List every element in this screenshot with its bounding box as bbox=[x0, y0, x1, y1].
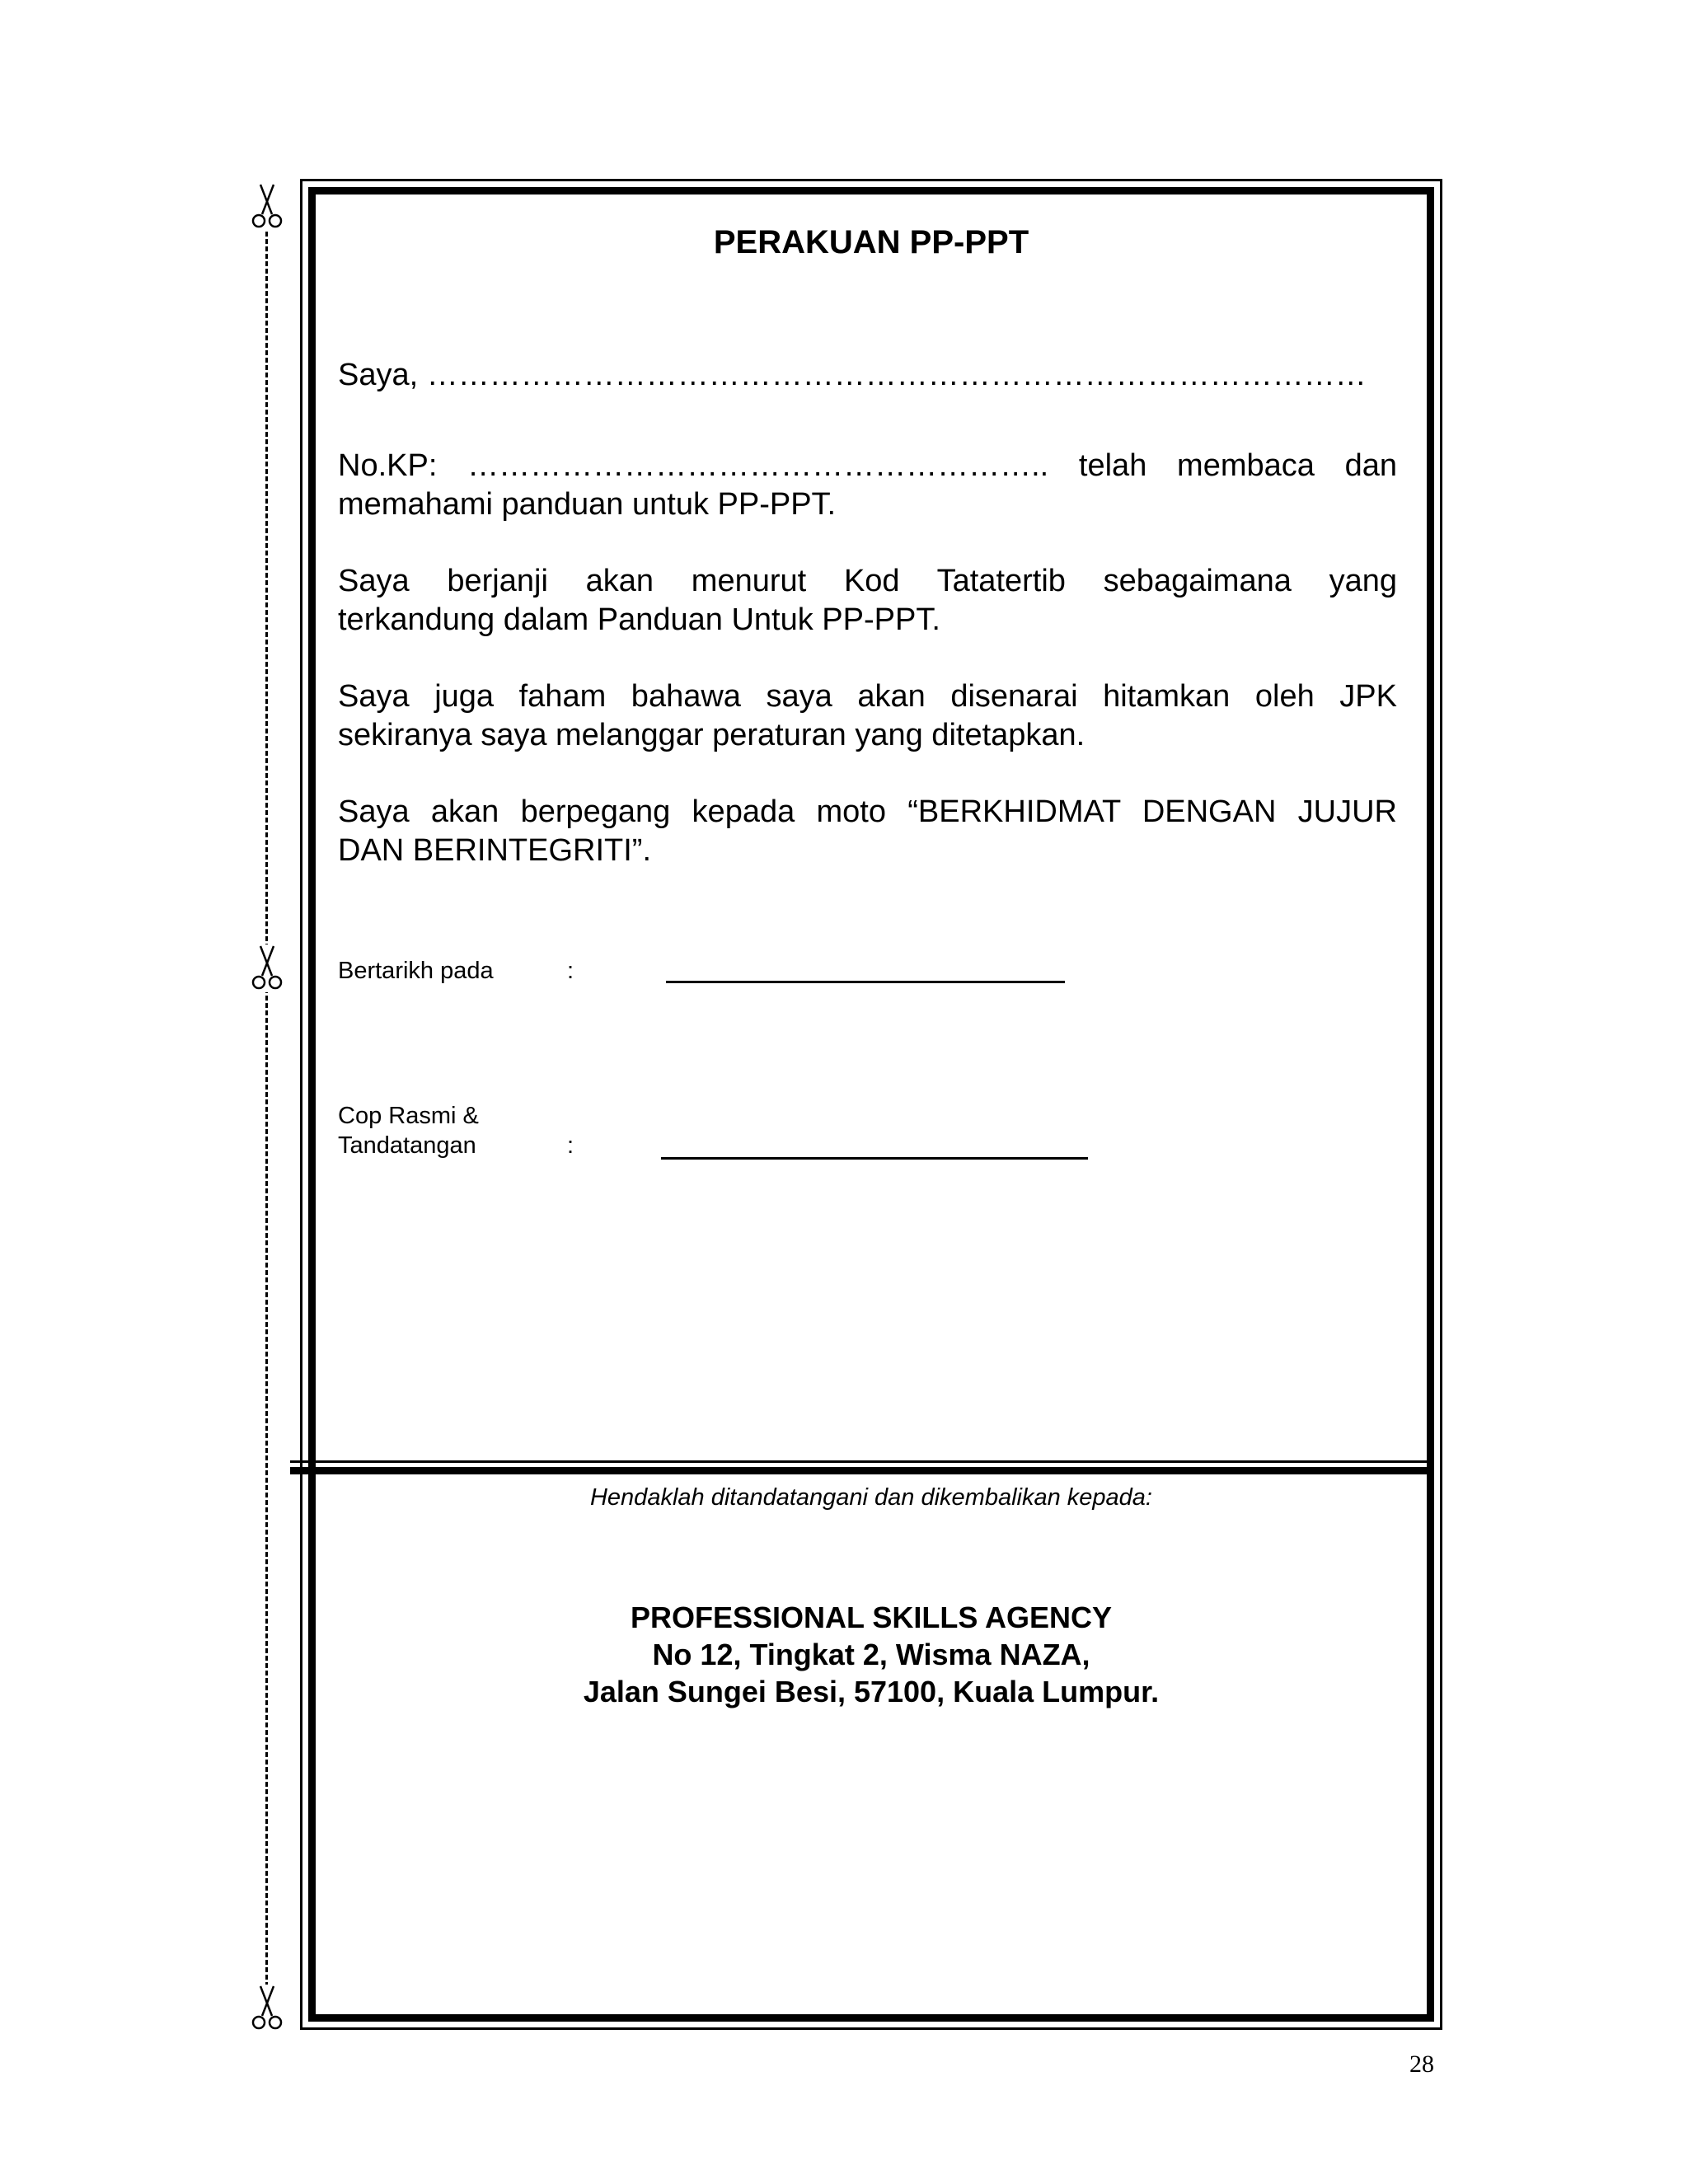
page-number: 28 bbox=[1409, 2050, 1434, 2078]
nokp-paragraph bbox=[338, 447, 1397, 524]
blacklist-line-2: sekiranya saya melanggar peraturan yang ditetapkan. bbox=[338, 718, 1085, 752]
motto-line-1: Saya akan berpegang kepada moto “BERKHIDMAT DENGAN JUJUR bbox=[338, 794, 1397, 829]
motto-paragraph bbox=[338, 793, 1397, 870]
pledge-line-2: terkandung dalam Panduan Untuk PP-PPT. bbox=[338, 602, 940, 637]
section-divider-thick bbox=[290, 1467, 1434, 1474]
scissors-icon bbox=[249, 944, 285, 992]
signature-field[interactable] bbox=[661, 1157, 1088, 1160]
blacklist-paragraph bbox=[338, 677, 1397, 755]
return-instruction: Hendaklah ditandatangani dan dikembalikan kepada: bbox=[589, 1484, 1152, 1511]
stamp-colon: : bbox=[567, 1132, 574, 1159]
pledge-paragraph bbox=[338, 562, 1397, 640]
address-line-1: No 12, Tingkat 2, Wisma NAZA, bbox=[652, 1638, 1090, 1671]
address-line-2: Jalan Sungei Besi, 57100, Kuala Lumpur. bbox=[583, 1675, 1160, 1708]
cut-line bbox=[265, 224, 268, 2017]
name-line: Saya, ……………………………………………………………………………… bbox=[338, 358, 1367, 392]
agency-name: PROFESSIONAL SKILLS AGENCY bbox=[630, 1601, 1113, 1634]
date-field[interactable] bbox=[666, 981, 1065, 983]
section-divider bbox=[290, 1460, 1434, 1463]
scissors-icon bbox=[249, 183, 285, 231]
date-colon: : bbox=[567, 958, 574, 984]
form-title: PERAKUAN PP-PPT bbox=[713, 224, 1029, 260]
pledge-line-1: Saya berjanji akan menurut Kod Tatatertib sebagaimana yang bbox=[338, 564, 1397, 598]
stamp-label-line-1: Cop Rasmi & bbox=[338, 1103, 479, 1129]
nokp-line-2: memahami panduan untuk PP-PPT. bbox=[338, 487, 837, 522]
date-label: Bertarikh pada bbox=[338, 958, 494, 984]
motto-line-2: DAN BERINTEGRITI”. bbox=[338, 833, 652, 868]
nokp-line-1: No.KP: ……………………………………………….. telah membaca dan bbox=[338, 448, 1397, 483]
agency-address bbox=[308, 1599, 1434, 1710]
blacklist-line-1: Saya juga faham bahawa saya akan disenarai hitamkan oleh JPK bbox=[338, 679, 1397, 714]
scissors-icon bbox=[249, 1985, 285, 2032]
stamp-label-line-2: Tandatangan bbox=[338, 1132, 476, 1159]
